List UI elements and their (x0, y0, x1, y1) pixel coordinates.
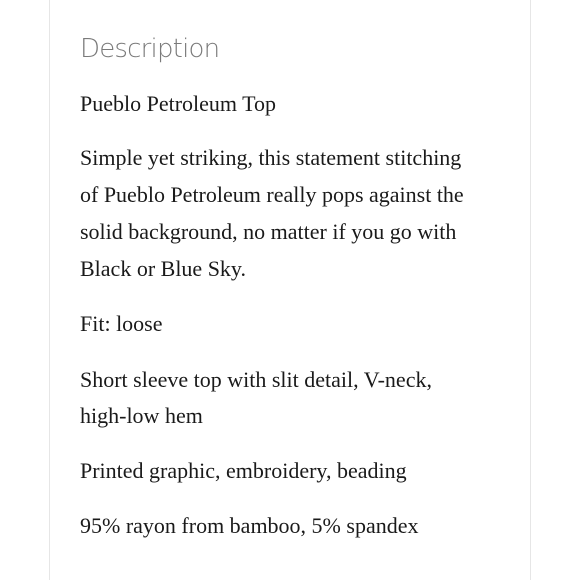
product-title: Pueblo Petroleum Top (80, 91, 277, 116)
description-text-line-3: solid background, no matter if you go with (80, 219, 457, 244)
description-heading: Description (80, 34, 220, 64)
description-panel (49, 0, 531, 580)
description-text-line-1: Simple yet striking, this statement stitching (80, 145, 462, 170)
style-text-line-1: Short sleeve top with slit detail, V-neck, (80, 367, 432, 392)
material-text: 95% rayon from bamboo, 5% spandex (80, 513, 419, 538)
fit-text: Fit: loose (80, 311, 163, 336)
description-text-line-2: of Pueblo Petroleum really pops against the (80, 182, 464, 207)
description-text-line-4: Black or Blue Sky. (80, 256, 246, 281)
details-text: Printed graphic, embroidery, beading (80, 458, 407, 483)
style-text-line-2: high-low hem (80, 403, 203, 428)
